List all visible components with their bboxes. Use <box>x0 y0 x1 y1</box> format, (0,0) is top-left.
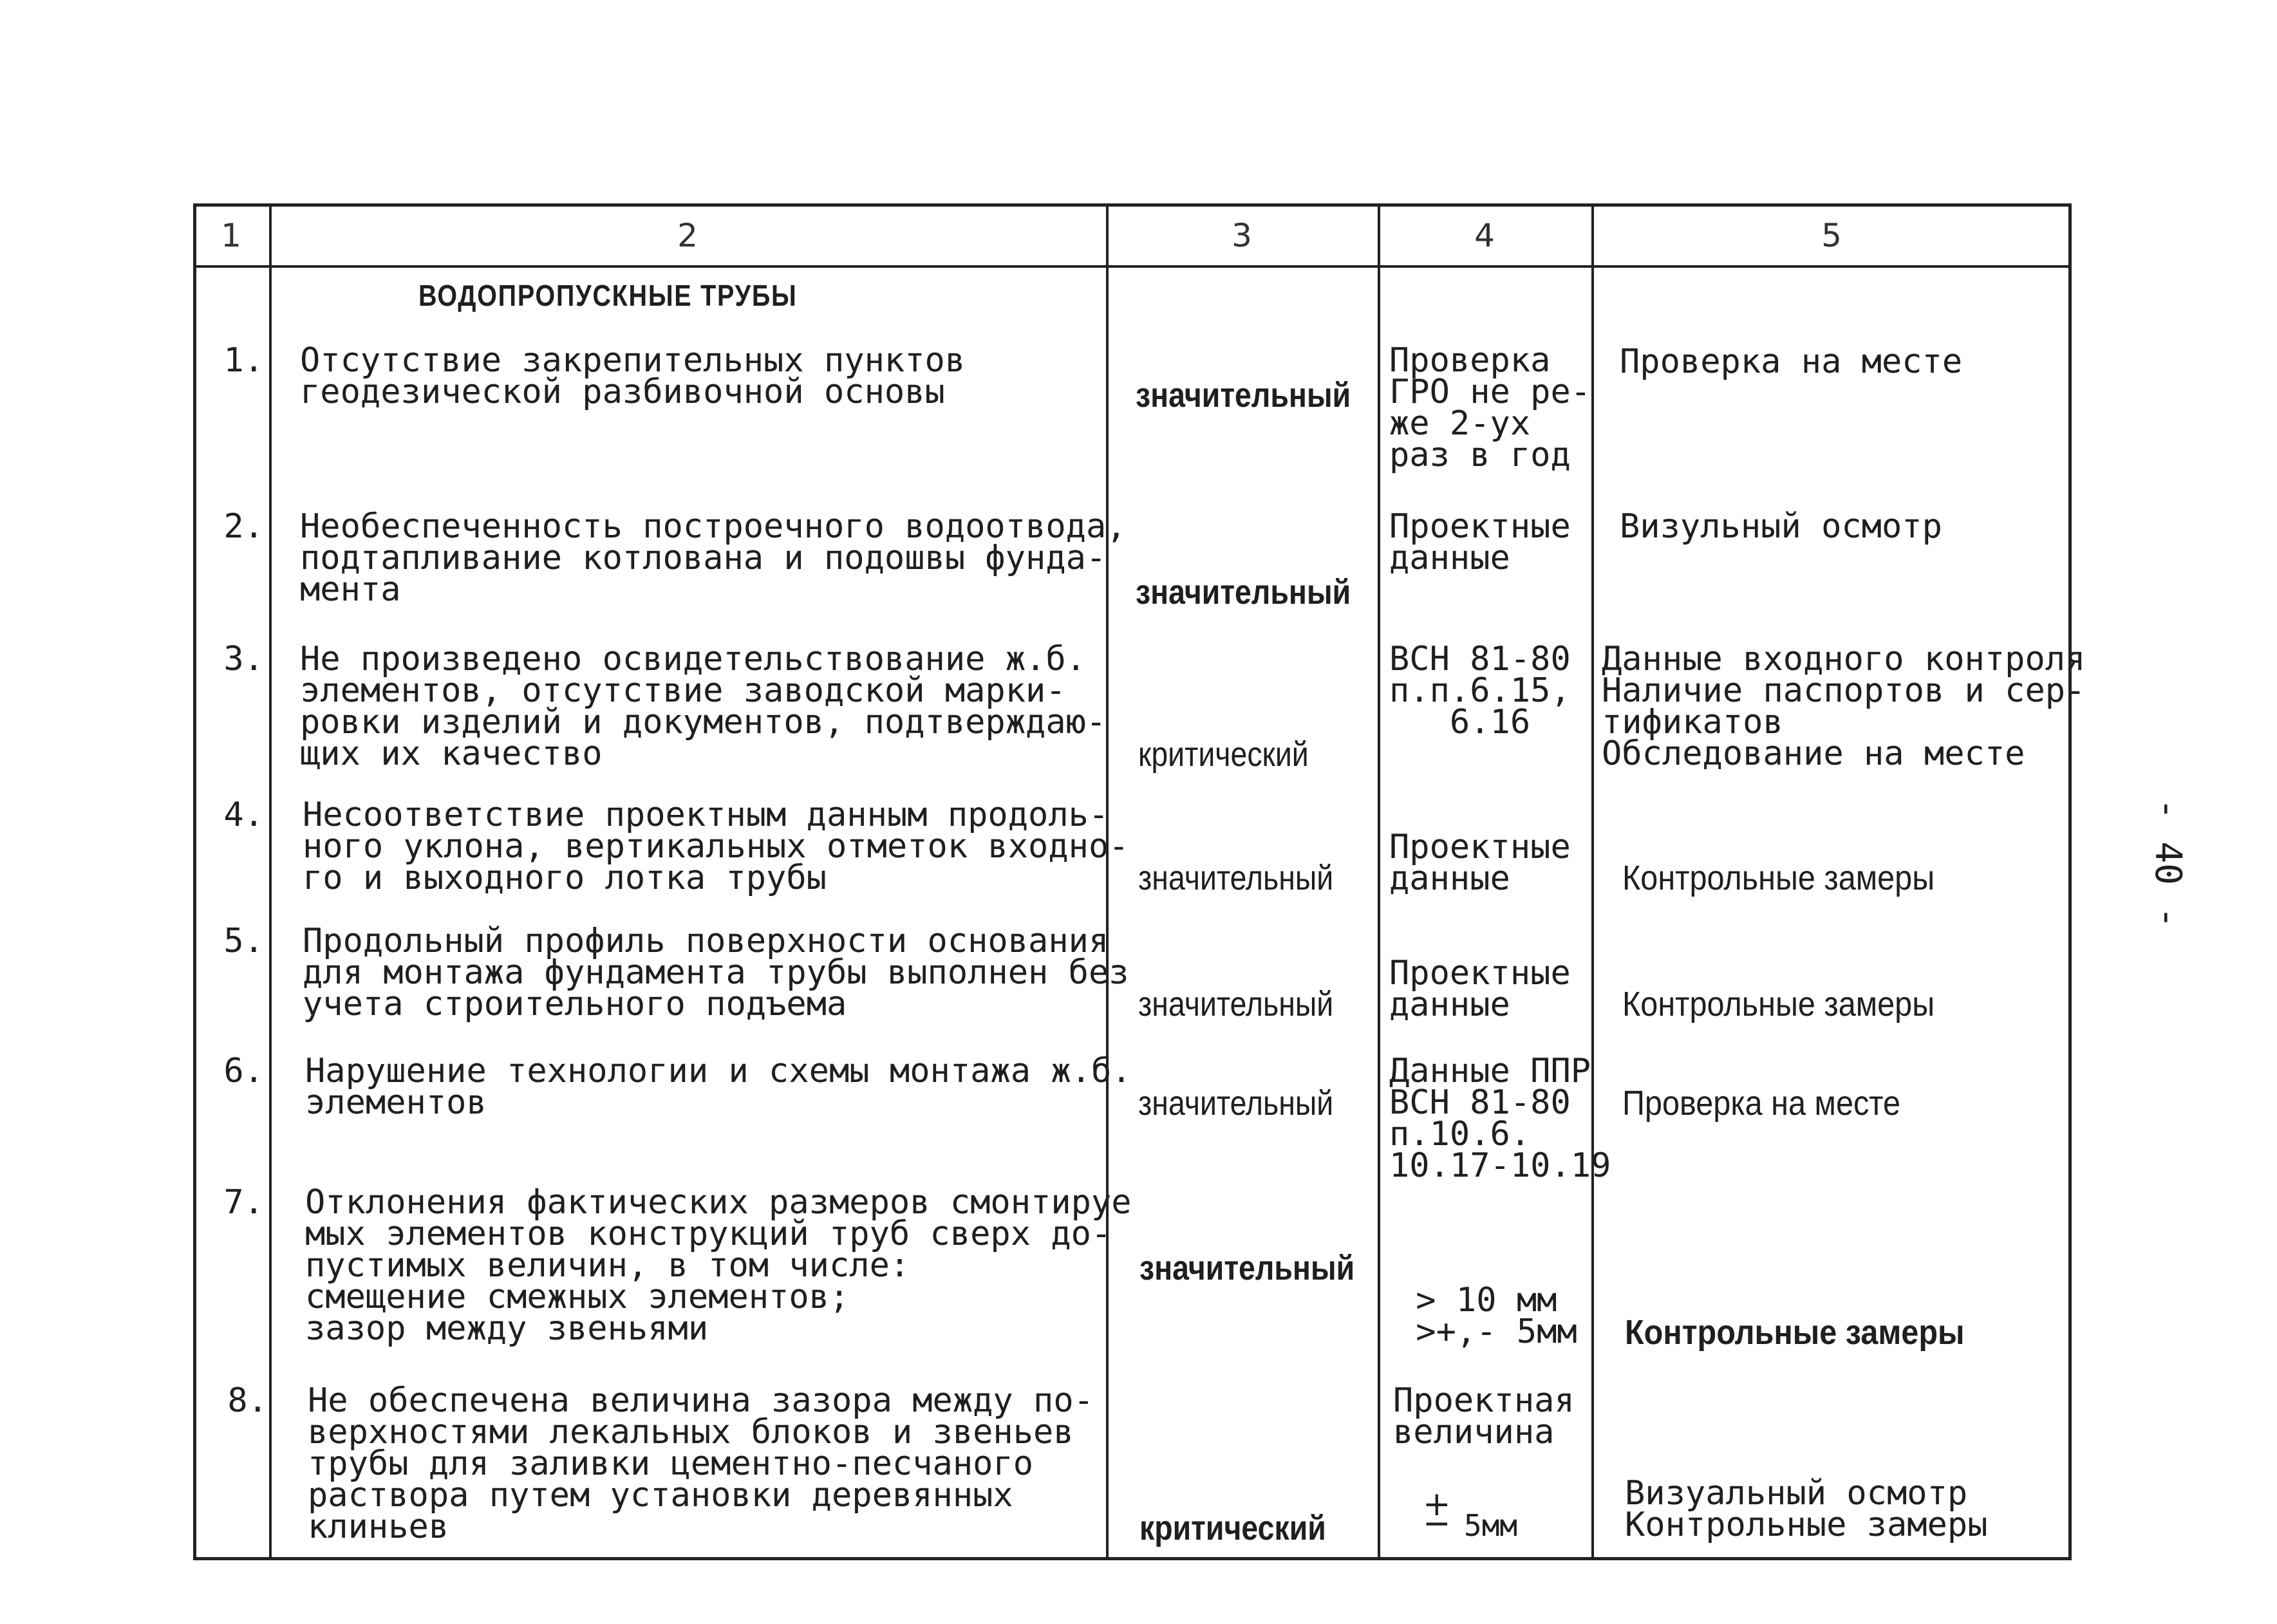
control-method: Визуальный осмотр Контрольные замеры <box>1625 1474 1988 1544</box>
control-method: Проверка на месте <box>1620 342 1963 381</box>
reference-document: ВСН 81-80 п.п.6.15, 6.16 <box>1389 640 1571 742</box>
page-number: - 40 - <box>2147 798 2189 929</box>
column-divider <box>269 203 272 1560</box>
severity-label: значительный <box>1138 985 1334 1023</box>
row-number: 2. <box>223 507 264 546</box>
section-title: ВОДОПРОПУСКНЫЕ ТРУБЫ <box>418 279 798 312</box>
header-col-1: 1 <box>221 217 241 254</box>
control-method: Визульный осмотр <box>1620 507 1942 546</box>
control-method: Контрольные замеры <box>1622 859 1935 897</box>
reference-document: > 10 мм >+,- 5мм <box>1416 1281 1577 1351</box>
reference-document: Проектные данные <box>1389 507 1571 577</box>
row-number: 7. <box>223 1183 264 1222</box>
defect-description: Необеспеченность построечного водоотвода, подтапливание котлована и подошвы фунда- мента <box>300 507 1127 609</box>
row-number: 5. <box>223 922 264 960</box>
control-method: Контрольные замеры <box>1622 985 1935 1023</box>
header-col-2: 2 <box>677 217 698 254</box>
defect-description: Отсутствие закрепительных пунктов геодезической разбивочной основы <box>300 341 966 411</box>
reference-document: Данные ППР ВСН 81-80 п.10.6. 10.17-10.19 <box>1389 1052 1611 1185</box>
row-number: 6. <box>223 1052 264 1090</box>
defect-description: Несоответствие проектным данным продоль- ного уклона, вертикальных отметок входно- го и выходного лотка трубы <box>303 796 1129 897</box>
reference-tolerance: 5мм <box>1464 1508 1518 1543</box>
reference-document: Проверка ГРО не ре- же 2-ух раз в год <box>1389 341 1591 474</box>
reference-document: Проектные данные <box>1389 954 1571 1024</box>
defect-description: Продольный профиль поверхности основания для монтажа фундамента трубы выполнен без учета строительного подъема <box>303 922 1129 1023</box>
header-col-5: 5 <box>1821 217 1842 254</box>
header-col-3: 3 <box>1232 217 1252 254</box>
row-number: 3. <box>223 640 264 678</box>
header-col-4: 4 <box>1474 217 1495 254</box>
reference-document: Проектные данные <box>1389 828 1571 898</box>
severity-label: значительный <box>1136 573 1351 611</box>
severity-label: значительный <box>1139 1249 1355 1287</box>
plus-minus-sign: + − <box>1423 1485 1451 1543</box>
control-method: Данные входного контроля Наличие паспортов и сер- тификатов Обследование на месте <box>1602 640 2086 773</box>
reference-document: Проектная величина <box>1393 1381 1575 1451</box>
defect-description: Не обеспечена величина зазора между по- верхностями лекальных блоков и звеньев трубы для заливки цементно-песчаного раствора путем установки деревянных клиньев <box>308 1381 1094 1546</box>
row-number: 4. <box>223 796 264 834</box>
severity-label: критический <box>1139 1509 1326 1547</box>
column-divider <box>1378 203 1380 1560</box>
severity-label: значительный <box>1136 376 1351 415</box>
column-divider <box>1591 203 1594 1560</box>
severity-label: значительный <box>1138 1084 1334 1123</box>
row-number: 1. <box>223 341 264 380</box>
defect-description: Не произведено освидетельствование ж.б. элементов, отсутствие заводской марки- ровки изделий и документов, подтверждаю- щих их качество <box>300 640 1107 773</box>
header-divider <box>193 265 2072 268</box>
defect-description: Нарушение технологии и схемы монтажа ж.б. элементов <box>305 1052 1132 1122</box>
severity-label: значительный <box>1138 859 1334 897</box>
defect-description: Отклонения фактических размеров смонтируе мых элементов конструкций труб сверх до- пустимых величин, в том числе: смещение смежных элементов; зазор между звеньями <box>305 1183 1132 1348</box>
severity-label: критический <box>1138 735 1309 774</box>
row-number: 8. <box>227 1381 268 1420</box>
control-method: Проверка на месте <box>1622 1084 1901 1123</box>
control-method: Контрольные замеры <box>1625 1313 1965 1352</box>
